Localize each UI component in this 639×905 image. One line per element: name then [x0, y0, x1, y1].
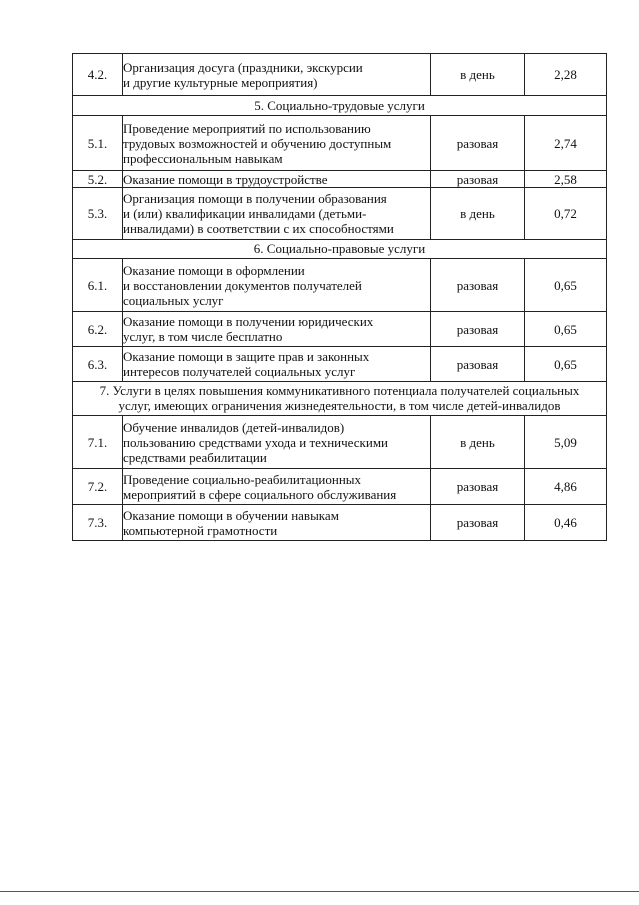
section-title-line: услуг, имеющих ограничения жизнедеятельности, в том числе детей-инвалидов: [118, 398, 561, 413]
service-row: [73, 188, 607, 240]
service-row: [73, 469, 607, 505]
service-name: [123, 171, 431, 188]
service-name-line: услуг, в том числе бесплатно: [123, 329, 283, 344]
section-title: 5. Социально-трудовые услуги: [73, 96, 607, 116]
service-unit: разовая: [431, 312, 525, 347]
service-number: 6.3.: [73, 347, 123, 382]
service-value: 4,86: [525, 469, 607, 505]
service-name-line: пользованию средствами ухода и техническими: [123, 434, 389, 450]
section-header-row: [73, 96, 607, 116]
service-name-line: трудовых возможностей и обучению доступным: [123, 135, 392, 151]
service-unit: разовая: [431, 347, 525, 382]
service-name-line: Оказание помощи в трудоустройстве: [123, 171, 328, 187]
service-unit: разовая: [431, 505, 525, 541]
service-name-line: мероприятий в сфере социального обслуживания: [123, 486, 397, 502]
service-row: [73, 312, 607, 347]
service-name-line: профессиональным навыкам: [123, 150, 283, 166]
service-row: [73, 259, 607, 312]
service-name: [123, 469, 431, 505]
service-row: [73, 416, 607, 469]
service-name-line: Организация досуга (праздники, экскурсии: [123, 59, 363, 75]
service-number: 5.3.: [73, 188, 123, 240]
service-number: 5.2.: [73, 171, 123, 188]
service-value: 0,46: [525, 505, 607, 541]
service-row: [73, 54, 607, 96]
service-row: [73, 505, 607, 541]
service-number: 7.1.: [73, 416, 123, 469]
service-number: 5.1.: [73, 116, 123, 171]
service-unit: разовая: [431, 171, 525, 188]
service-name-line: Организация помощи в получении образования: [123, 191, 387, 206]
service-number: 4.2.: [73, 54, 123, 96]
service-value: 2,74: [525, 116, 607, 171]
service-row: [73, 347, 607, 382]
service-name-line: Проведение мероприятий по использованию: [123, 120, 371, 136]
service-name-line: Оказание помощи в получении юридических: [123, 314, 374, 329]
service-unit: разовая: [431, 259, 525, 312]
service-unit: в день: [431, 416, 525, 469]
service-value: 5,09: [525, 416, 607, 469]
service-name-line: и (или) квалификации инвалидами (детьми-: [123, 206, 367, 221]
service-name-line: и восстановлении документов получателей: [123, 277, 362, 293]
service-name-line: Проведение социально-реабилитационных: [123, 471, 362, 487]
service-name-line: и другие культурные мероприятия): [123, 74, 318, 90]
service-name-line: Оказание помощи в оформлении: [123, 262, 305, 278]
service-name: [123, 116, 431, 171]
service-name-line: средствами реабилитации: [123, 449, 267, 465]
service-name: [123, 312, 431, 347]
service-name: [123, 188, 431, 240]
services-table: [72, 53, 607, 541]
section-title: 6. Социально-правовые услуги: [73, 240, 607, 259]
service-value: 2,28: [525, 54, 607, 96]
service-row: [73, 116, 607, 171]
service-number: 7.3.: [73, 505, 123, 541]
service-name: [123, 54, 431, 96]
service-name: [123, 259, 431, 312]
section-title-line: 7. Услуги в целях повышения коммуникативного потенциала получателей социальных: [99, 383, 580, 398]
service-name: [123, 416, 431, 469]
section-header-row: [73, 382, 607, 416]
service-value: 0,65: [525, 259, 607, 312]
service-name-line: Оказание помощи в обучении навыкам: [123, 507, 339, 523]
service-name-line: Обучение инвалидов (детей-инвалидов): [123, 419, 345, 435]
service-number: 6.2.: [73, 312, 123, 347]
service-name: [123, 347, 431, 382]
service-name-line: интересов получателей социальных услуг: [123, 364, 356, 379]
page-bottom-rule: [0, 891, 639, 892]
service-name-line: компьютерной грамотности: [123, 522, 278, 538]
service-unit: в день: [431, 54, 525, 96]
service-name: [123, 505, 431, 541]
section-title: [73, 382, 607, 416]
services-table-body: [73, 54, 607, 541]
section-header-row: [73, 240, 607, 259]
service-value: 0,65: [525, 347, 607, 382]
service-unit: в день: [431, 188, 525, 240]
service-unit: разовая: [431, 469, 525, 505]
service-number: 6.1.: [73, 259, 123, 312]
service-name-line: инвалидами) в соответствии с их способностями: [123, 221, 394, 236]
service-value: 0,72: [525, 188, 607, 240]
service-unit: разовая: [431, 116, 525, 171]
service-row: [73, 171, 607, 188]
service-name-line: Оказание помощи в защите прав и законных: [123, 349, 370, 364]
service-number: 7.2.: [73, 469, 123, 505]
service-value: 2,58: [525, 171, 607, 188]
service-value: 0,65: [525, 312, 607, 347]
service-name-line: социальных услуг: [123, 292, 224, 308]
